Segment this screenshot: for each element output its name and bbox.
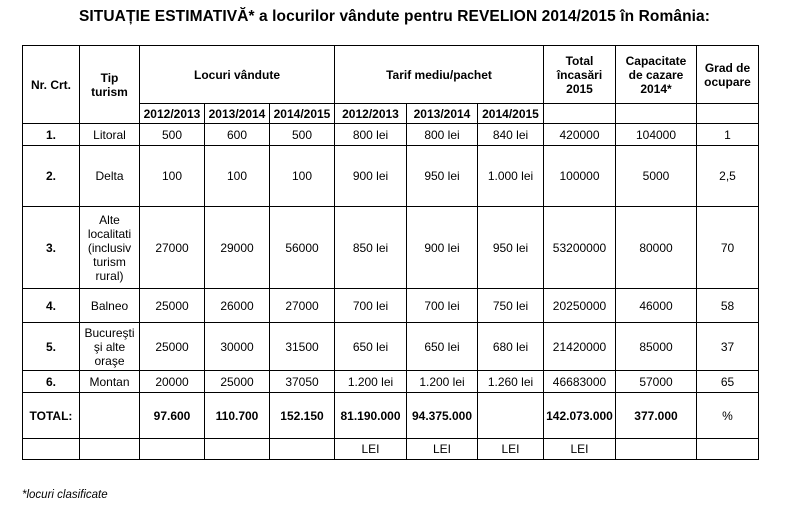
cell: 650 lei [407, 323, 478, 371]
cell: 53200000 [544, 207, 616, 289]
row-tip: Montan [80, 371, 140, 393]
header-tip-turism: Tip turism [80, 46, 140, 124]
cell: 950 lei [407, 146, 478, 207]
empty-cell [616, 439, 697, 460]
cell: 46683000 [544, 371, 616, 393]
table-row [23, 207, 759, 289]
row-tip: Balneo [80, 289, 140, 323]
cell: 500 [140, 124, 205, 146]
total-cell: 81.190.000 [335, 393, 407, 439]
cell: 25000 [205, 371, 270, 393]
cell: 700 lei [335, 289, 407, 323]
cell: 1.000 lei [478, 146, 544, 207]
table-row [23, 146, 759, 207]
header-capacitate: Capacitate de cazare 2014* [616, 46, 697, 104]
header-total-incasari: Total încasări 2015 [544, 46, 616, 104]
cell: 750 lei [478, 289, 544, 323]
cell: 37050 [270, 371, 335, 393]
cell: 900 lei [335, 146, 407, 207]
row-nr: 6. [23, 371, 80, 393]
header-year: 2012/2013 [335, 104, 407, 124]
cell: 85000 [616, 323, 697, 371]
cell: 46000 [616, 289, 697, 323]
empty-cell [697, 439, 759, 460]
cell: 56000 [270, 207, 335, 289]
table-title: SITUAȚIE ESTIMATIVĂ* a locurilor vândute pentru REVELION 2014/2015 în România: [78, 8, 711, 25]
cell: 2,5 [697, 146, 759, 207]
cell: 57000 [616, 371, 697, 393]
table-row [23, 124, 759, 146]
header-grad-ocupare: Grad de ocupare [697, 46, 759, 104]
empty-cell [205, 439, 270, 460]
table-row [23, 371, 759, 393]
row-nr: 5. [23, 323, 80, 371]
footnote: *locuri clasificate [22, 489, 108, 501]
cell: 25000 [140, 289, 205, 323]
cell: 680 lei [478, 323, 544, 371]
total-label: TOTAL: [23, 393, 80, 439]
cell: 58 [697, 289, 759, 323]
cell: 600 [205, 124, 270, 146]
empty-cell [270, 439, 335, 460]
header-year: 2014/2015 [478, 104, 544, 124]
cell: 20000 [140, 371, 205, 393]
cell: 26000 [205, 289, 270, 323]
cell: 420000 [544, 124, 616, 146]
cell: 100000 [544, 146, 616, 207]
empty-cell [23, 439, 80, 460]
cell: 700 lei [407, 289, 478, 323]
cell: 21420000 [544, 323, 616, 371]
empty-cell [80, 439, 140, 460]
header-year: 2012/2013 [140, 104, 205, 124]
header-locuri-vandute: Locuri vândute [140, 46, 335, 104]
cell: 30000 [205, 323, 270, 371]
table-row [23, 323, 759, 371]
cell: 100 [140, 146, 205, 207]
sales-table [22, 45, 759, 460]
cell: 80000 [616, 207, 697, 289]
cell: 20250000 [544, 289, 616, 323]
currency-cell: LEI [544, 439, 616, 460]
cell: 1 [697, 124, 759, 146]
cell: 1.260 lei [478, 371, 544, 393]
row-nr: 1. [23, 124, 80, 146]
row-tip: Bucureşti şi alte oraşe [80, 323, 140, 371]
total-cell: 377.000 [616, 393, 697, 439]
row-tip: Litoral [80, 124, 140, 146]
currency-cell: LEI [478, 439, 544, 460]
cell: 1.200 lei [335, 371, 407, 393]
header-tarif-mediu: Tarif mediu/pachet [335, 46, 544, 104]
cell: 70 [697, 207, 759, 289]
cell: 5000 [616, 146, 697, 207]
total-row [23, 393, 759, 439]
total-cell: 110.700 [205, 393, 270, 439]
cell: 104000 [616, 124, 697, 146]
cell: 800 lei [335, 124, 407, 146]
cell: 29000 [205, 207, 270, 289]
currency-row [23, 439, 759, 460]
header-year: 2013/2014 [407, 104, 478, 124]
cell: 100 [270, 146, 335, 207]
cell: 37 [697, 323, 759, 371]
row-nr: 2. [23, 146, 80, 207]
cell: 650 lei [335, 323, 407, 371]
header-year: 2014/2015 [270, 104, 335, 124]
row-nr: 4. [23, 289, 80, 323]
cell: 950 lei [478, 207, 544, 289]
currency-cell: LEI [407, 439, 478, 460]
cell: 850 lei [335, 207, 407, 289]
row-tip: Alte localitati (inclusiv turism rural) [80, 207, 140, 289]
empty-cell [616, 104, 697, 124]
header-year: 2013/2014 [205, 104, 270, 124]
table-row [23, 289, 759, 323]
total-cell: % [697, 393, 759, 439]
empty-cell [478, 393, 544, 439]
total-cell: 142.073.000 [544, 393, 616, 439]
cell: 840 lei [478, 124, 544, 146]
cell: 25000 [140, 323, 205, 371]
cell: 27000 [140, 207, 205, 289]
cell: 100 [205, 146, 270, 207]
cell: 500 [270, 124, 335, 146]
empty-cell [544, 104, 616, 124]
cell: 1.200 lei [407, 371, 478, 393]
cell: 65 [697, 371, 759, 393]
cell: 800 lei [407, 124, 478, 146]
empty-cell [140, 439, 205, 460]
empty-cell [80, 393, 140, 439]
header-nr-crt: Nr. Crt. [23, 46, 80, 124]
total-cell: 152.150 [270, 393, 335, 439]
currency-cell: LEI [335, 439, 407, 460]
total-cell: 94.375.000 [407, 393, 478, 439]
total-cell: 97.600 [140, 393, 205, 439]
row-nr: 3. [23, 207, 80, 289]
cell: 31500 [270, 323, 335, 371]
cell: 900 lei [407, 207, 478, 289]
cell: 27000 [270, 289, 335, 323]
empty-cell [697, 104, 759, 124]
row-tip: Delta [80, 146, 140, 207]
